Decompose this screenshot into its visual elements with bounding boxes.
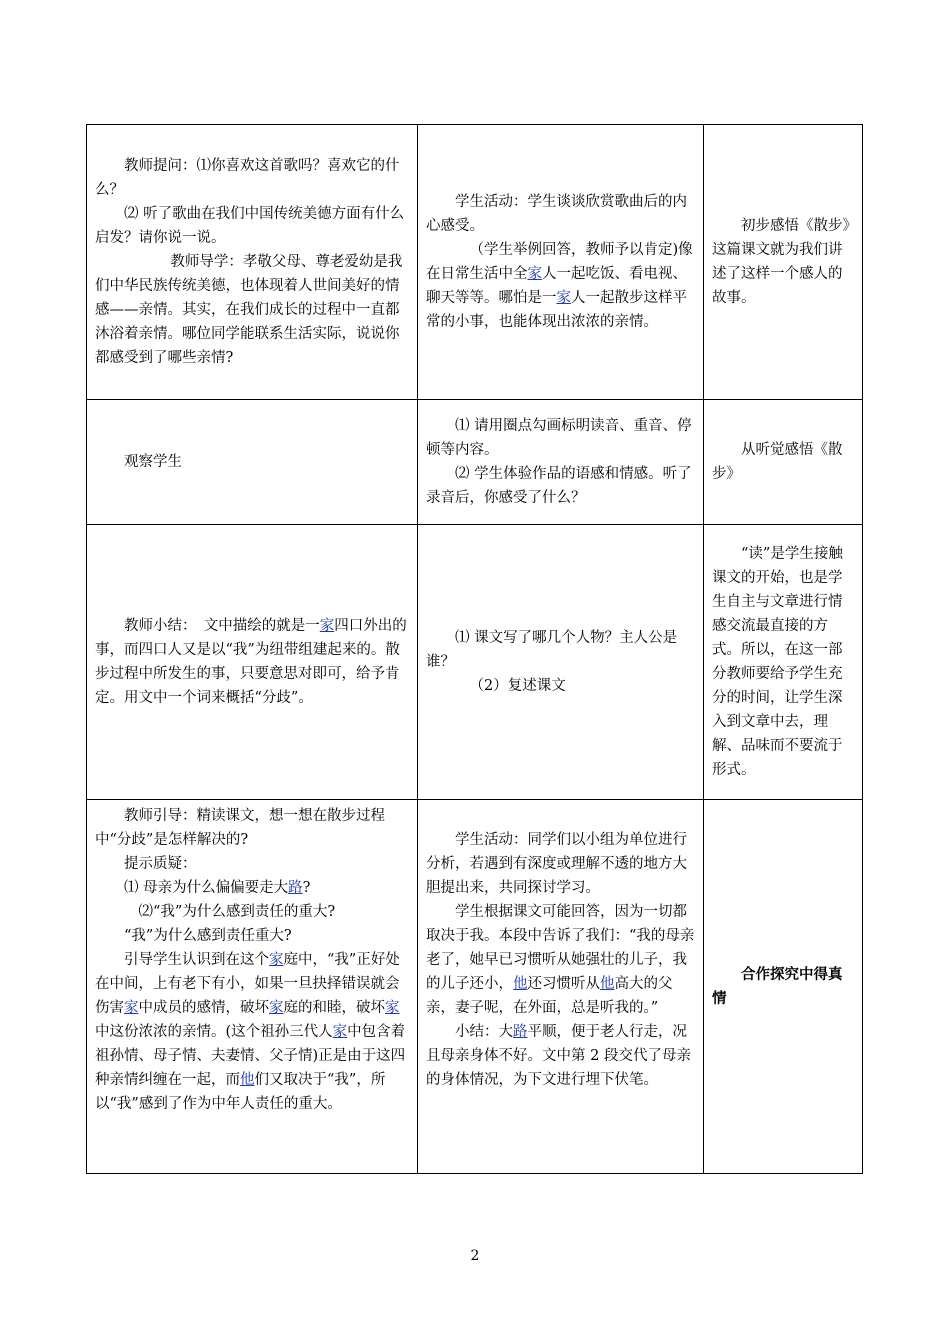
student-cell: [418, 800, 704, 1174]
teacher-cell: [87, 800, 418, 1174]
student-summary: 小结：大路平顺，便于老人行走，况且母亲身体不好。文中第 2 段交代了母亲的身体情况，为下文进行埋下伏笔。: [426, 1024, 691, 1088]
teacher-cell: [87, 525, 418, 800]
teacher-action: 观察学生: [124, 454, 182, 470]
student-cell: [418, 400, 704, 525]
intent-cell: [704, 125, 863, 400]
teacher-question: 教师提问：⑴你喜欢这首歌吗？喜欢它的什么？: [95, 158, 400, 198]
link-ta[interactable]: 他: [513, 976, 528, 992]
teacher-explanation: 引导学生认识到在这个家庭中，“我”正好处在中间，上有老下有小，如果一旦抉择错误就会伤害家中成员的感情，破坏家庭的和睦，破坏家中这份浓浓的亲情。(这个祖孙三代人家中包含着祖孙情、母子情、夫妻情、父子情)正是由于这四种亲情纠缠在一起，而他们又取决于“我”，所以“我”感到了作为中年人责任的重大。: [95, 952, 406, 1112]
prompt-question-3: “我”为什么感到责任重大?: [124, 928, 292, 944]
intent-cell: [704, 400, 863, 525]
student-activity: 学生活动：学生谈谈欣赏歌曲后的内心感受。: [426, 194, 687, 234]
prompt-heading: 提示质疑：: [124, 856, 197, 872]
lesson-plan-table: [86, 124, 863, 1174]
teacher-question-2: ⑵ 听了歌曲在我们中国传统美德方面有什么启发？请你说一说。: [95, 206, 405, 246]
teacher-guide: 教师引导：精读课文，想一想在散步过程中“分歧”是怎样解决的?: [95, 808, 385, 848]
table-row: [87, 400, 863, 525]
prompt-question-2: ⑵“我”为什么感到责任的重大?: [138, 904, 336, 920]
link-jia[interactable]: 家: [269, 952, 284, 968]
intent-cell: [704, 525, 863, 800]
table-row: [87, 800, 863, 1174]
student-cell: [418, 525, 704, 800]
link-jia[interactable]: 家: [332, 1024, 348, 1040]
student-answer: 学生根据课文可能回答，因为一切都取决于我。本段中告诉了我们：“我的母亲老了，她早已习惯听从她强壮的儿子，我的儿子还小，他还习惯听从他高大的父亲，妻子呢，在外面，总是听我的。”: [426, 904, 695, 1016]
prompt-question-1: ⑴ 母亲为什么偏偏要走大路?: [124, 880, 311, 896]
teacher-cell: [87, 125, 418, 400]
page-number: 2: [470, 1248, 480, 1264]
link-jia[interactable]: 家: [527, 266, 542, 282]
link-jia[interactable]: 家: [556, 290, 571, 306]
student-cell: [418, 125, 704, 400]
link-jia[interactable]: 家: [124, 1000, 139, 1016]
teacher-guide: 教师导学：孝敬父母、尊老爱幼是我们中华民族传统美德，也体现着人世间美好的情感——亲情。其实，在我们成长的过程中一直都沐浴着亲情。哪位同学能联系生活实际，说说你都感受到了哪些亲情?: [95, 254, 403, 366]
intent-cell: [704, 800, 863, 1174]
teacher-summary: 教师小结： 文中描绘的就是一家四口外出的事，而四口人又是以“我”为纽带组建起来的。散步过程中所发生的事，只要意思对即可，给予肯定。用文中一个词来概括“分歧”。: [95, 618, 407, 706]
table-row: [87, 525, 863, 800]
student-activity: 学生活动：同学们以小组为单位进行分析，若遇到有深度或理解不透的地方大胆提出来，共同探讨学习。: [426, 832, 687, 896]
link-jia[interactable]: 家: [385, 1000, 400, 1016]
student-question: ⑴ 课文写了哪几个人物？主人公是谁？: [426, 630, 678, 670]
table-row: [87, 125, 863, 400]
student-retell: （2）复述课文: [469, 678, 566, 694]
design-intent: 从听觉感悟《散步》: [712, 442, 843, 482]
link-jia[interactable]: 家: [319, 618, 335, 634]
design-intent: 合作探究中得真情: [712, 965, 843, 1007]
link-lu[interactable]: 路: [288, 880, 303, 896]
link-ta[interactable]: 他: [240, 1072, 255, 1088]
student-task-2: ⑵ 学生体验作品的语感和情感。听了录音后，你感受了什么？: [426, 466, 692, 506]
link-lu[interactable]: 路: [513, 1024, 528, 1040]
link-jia[interactable]: 家: [269, 1000, 284, 1016]
student-task-1: ⑴ 请用圈点勾画标明读音、重音、停顿等内容。: [426, 418, 692, 458]
design-intent: “读”是学生接触课文的开始，也是学生自主与文章进行情感交流最直接的方式。所以，在这一部分教师要给予学生充分的时间，让学生深入到文章中去，理解、品味而不要流于形式。: [712, 546, 843, 778]
link-ta[interactable]: 他: [600, 976, 615, 992]
teacher-cell: [87, 400, 418, 525]
design-intent: 初步感悟《散步》这篇课文就为我们讲述了这样一个感人的故事。: [712, 218, 850, 306]
student-answer: （学生举例回答，教师予以肯定)像在日常生活中全家人一起吃饭、看电视、聊天等等。哪怕是一家人一起散步这样平常的小事，也能体现出浓浓的亲情。: [426, 242, 693, 330]
